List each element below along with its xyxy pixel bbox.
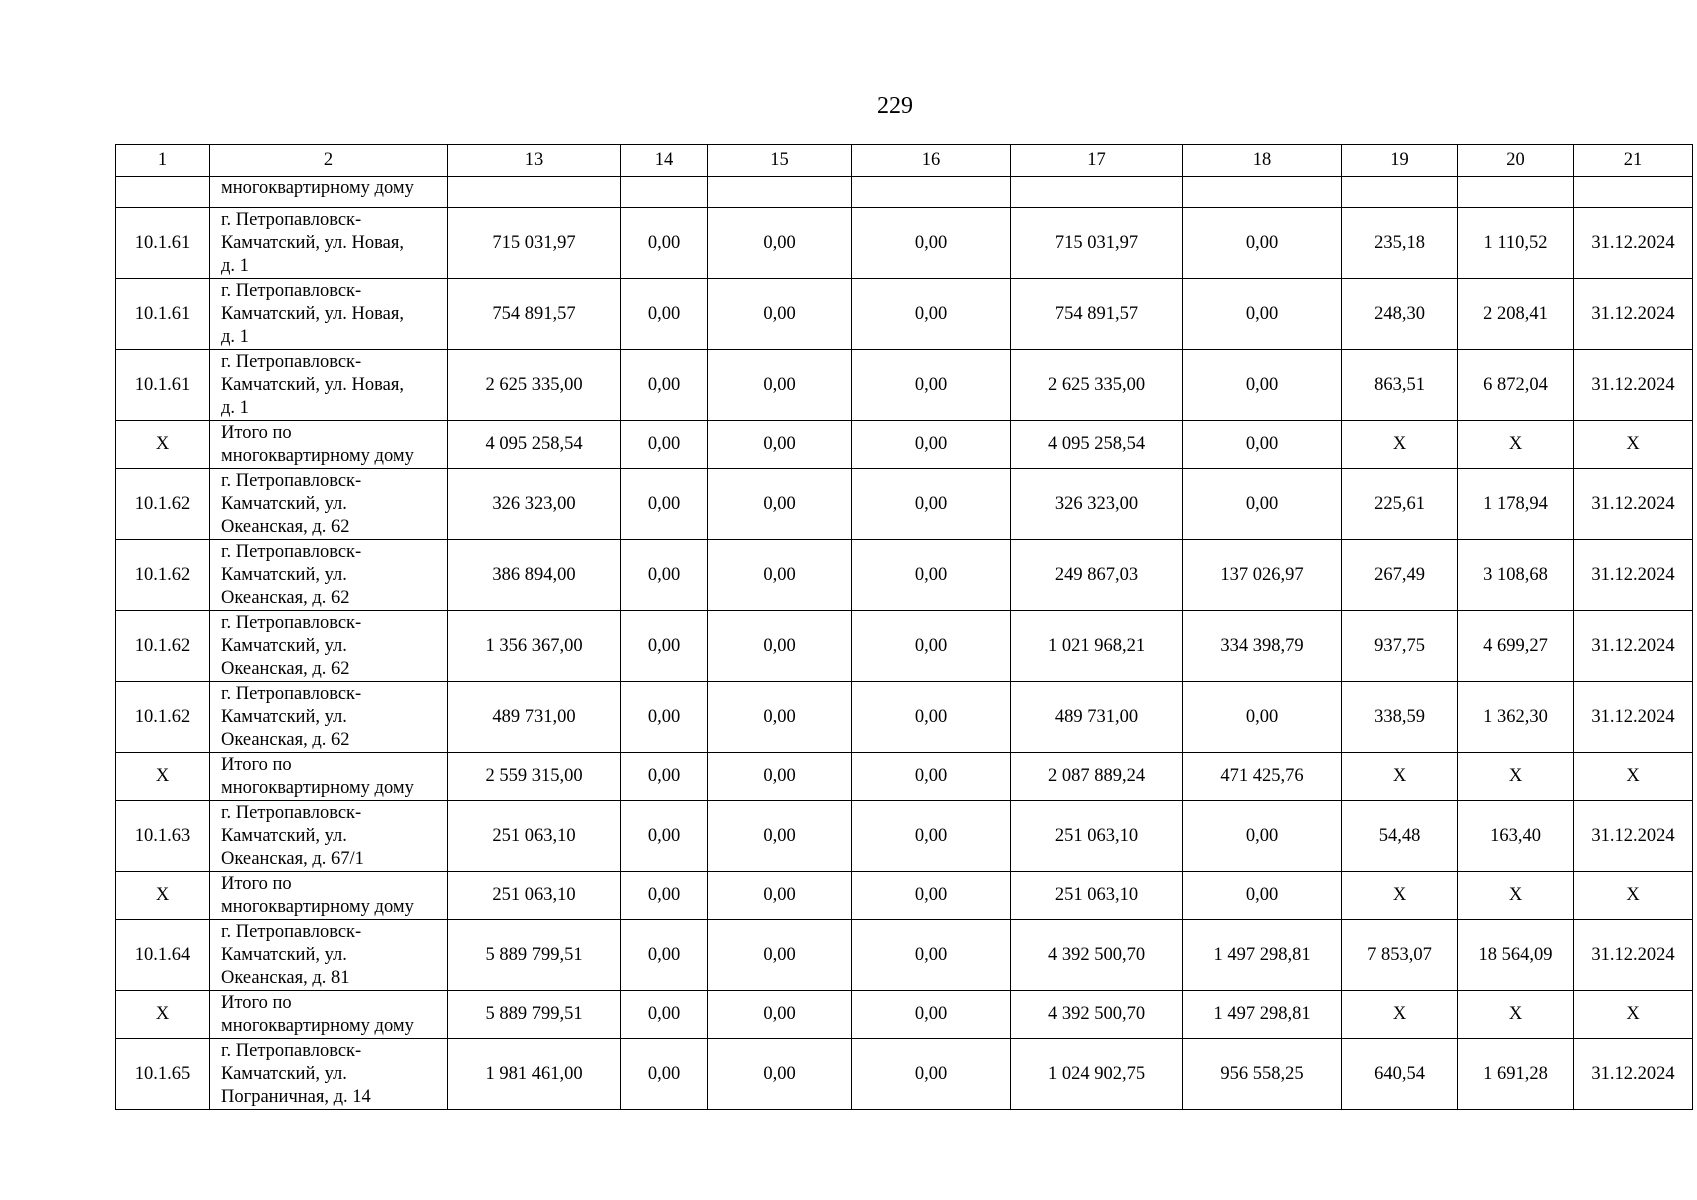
header-cell: 20 [1458, 145, 1574, 177]
value-cell-21: 31.12.2024 [1574, 540, 1693, 611]
value-cell-20: 2 208,41 [1458, 279, 1574, 350]
table-cell [1342, 177, 1458, 208]
value-cell-18: 0,00 [1183, 208, 1342, 279]
value-cell-21: 31.12.2024 [1574, 682, 1693, 753]
value-cell-16: 0,00 [852, 753, 1011, 801]
address-line: Итого по [221, 754, 292, 775]
value-cell-14: 0,00 [621, 801, 708, 872]
value-cell-20: X [1458, 421, 1574, 469]
value-cell-20: 163,40 [1458, 801, 1574, 872]
address-line: Камчатский, ул. Новая, [221, 374, 404, 395]
page-number: 229 [877, 93, 913, 119]
address-line: г. Петропавловск- [221, 802, 362, 823]
total-row [116, 991, 1693, 1039]
value-cell-21: 31.12.2024 [1574, 920, 1693, 991]
address-cell [210, 920, 448, 991]
header-cell: 2 [210, 145, 448, 177]
value-cell-21: 31.12.2024 [1574, 469, 1693, 540]
table-row [116, 682, 1693, 753]
address-line: Камчатский, ул. [221, 564, 347, 585]
row-number-cell: X [116, 991, 210, 1039]
value-cell-14: 0,00 [621, 991, 708, 1039]
address-line: Камчатский, ул. [221, 706, 347, 727]
address-line: Камчатский, ул. [221, 493, 347, 514]
value-cell-19: X [1342, 753, 1458, 801]
header-cell: 17 [1011, 145, 1183, 177]
row-number-cell: 10.1.61 [116, 208, 210, 279]
value-cell-17: 326 323,00 [1011, 469, 1183, 540]
value-cell-15: 0,00 [708, 611, 852, 682]
address-cell [210, 753, 448, 801]
value-cell-13: 1 981 461,00 [448, 1039, 621, 1110]
value-cell-15: 0,00 [708, 469, 852, 540]
address-line: г. Петропавловск- [221, 612, 362, 633]
address-line: Океанская, д. 67/1 [221, 848, 364, 869]
table-body [116, 145, 1693, 1110]
value-cell-15: 0,00 [708, 682, 852, 753]
value-cell-14: 0,00 [621, 1039, 708, 1110]
value-cell-18: 0,00 [1183, 682, 1342, 753]
value-cell-20: 1 362,30 [1458, 682, 1574, 753]
value-cell-19: 937,75 [1342, 611, 1458, 682]
value-cell-17: 1 021 968,21 [1011, 611, 1183, 682]
value-cell-20: 1 110,52 [1458, 208, 1574, 279]
value-cell-13: 1 356 367,00 [448, 611, 621, 682]
value-cell-13: 489 731,00 [448, 682, 621, 753]
address-line: многоквартирному дому [221, 445, 414, 466]
address-cell [210, 279, 448, 350]
row-number-cell: X [116, 421, 210, 469]
address-line: г. Петропавловск- [221, 921, 362, 942]
row-number-cell: 10.1.61 [116, 279, 210, 350]
value-cell-13: 754 891,57 [448, 279, 621, 350]
value-cell-16: 0,00 [852, 350, 1011, 421]
value-cell-19: 225,61 [1342, 469, 1458, 540]
value-cell-18: 0,00 [1183, 279, 1342, 350]
value-cell-19: X [1342, 872, 1458, 920]
address-cell [210, 469, 448, 540]
value-cell-20: 1 178,94 [1458, 469, 1574, 540]
continuation-text: многоквартирному дому [210, 177, 448, 208]
value-cell-18: 956 558,25 [1183, 1039, 1342, 1110]
value-cell-15: 0,00 [708, 991, 852, 1039]
value-cell-18: 0,00 [1183, 350, 1342, 421]
value-cell-21: X [1574, 421, 1693, 469]
value-cell-14: 0,00 [621, 611, 708, 682]
value-cell-16: 0,00 [852, 611, 1011, 682]
value-cell-13: 386 894,00 [448, 540, 621, 611]
table-row [116, 611, 1693, 682]
address-line: г. Петропавловск- [221, 683, 362, 704]
address-line: Океанская, д. 62 [221, 516, 350, 537]
value-cell-21: X [1574, 872, 1693, 920]
value-cell-17: 4 392 500,70 [1011, 991, 1183, 1039]
value-cell-16: 0,00 [852, 1039, 1011, 1110]
value-cell-18: 0,00 [1183, 872, 1342, 920]
table-row [116, 801, 1693, 872]
header-cell: 15 [708, 145, 852, 177]
value-cell-14: 0,00 [621, 753, 708, 801]
value-cell-18: 0,00 [1183, 801, 1342, 872]
value-cell-19: 863,51 [1342, 350, 1458, 421]
value-cell-21: 31.12.2024 [1574, 208, 1693, 279]
value-cell-14: 0,00 [621, 920, 708, 991]
value-cell-17: 251 063,10 [1011, 801, 1183, 872]
address-line: Океанская, д. 81 [221, 967, 350, 988]
value-cell-20: 3 108,68 [1458, 540, 1574, 611]
value-cell-13: 4 095 258,54 [448, 421, 621, 469]
value-cell-17: 2 087 889,24 [1011, 753, 1183, 801]
address-line: Камчатский, ул. [221, 1063, 347, 1084]
value-cell-18: 0,00 [1183, 421, 1342, 469]
value-cell-17: 2 625 335,00 [1011, 350, 1183, 421]
row-number-cell: 10.1.64 [116, 920, 210, 991]
address-line: Камчатский, ул. Новая, [221, 303, 404, 324]
value-cell-15: 0,00 [708, 350, 852, 421]
value-cell-18: 1 497 298,81 [1183, 920, 1342, 991]
value-cell-15: 0,00 [708, 801, 852, 872]
value-cell-15: 0,00 [708, 872, 852, 920]
value-cell-14: 0,00 [621, 872, 708, 920]
value-cell-14: 0,00 [621, 540, 708, 611]
address-line: Океанская, д. 62 [221, 729, 350, 750]
value-cell-13: 251 063,10 [448, 872, 621, 920]
value-cell-16: 0,00 [852, 540, 1011, 611]
value-cell-16: 0,00 [852, 801, 1011, 872]
table-cell [621, 177, 708, 208]
table-row [116, 920, 1693, 991]
value-cell-14: 0,00 [621, 421, 708, 469]
table-row [116, 279, 1693, 350]
table-cell [1458, 177, 1574, 208]
row-number-cell: 10.1.62 [116, 540, 210, 611]
value-cell-21: 31.12.2024 [1574, 350, 1693, 421]
table-row [116, 350, 1693, 421]
address-line: Камчатский, ул. [221, 944, 347, 965]
value-cell-19: 248,30 [1342, 279, 1458, 350]
value-cell-15: 0,00 [708, 421, 852, 469]
value-cell-21: 31.12.2024 [1574, 279, 1693, 350]
table-cell [1574, 177, 1693, 208]
address-line: д. 1 [221, 397, 249, 418]
header-cell: 1 [116, 145, 210, 177]
row-number-cell: 10.1.62 [116, 611, 210, 682]
value-cell-20: 1 691,28 [1458, 1039, 1574, 1110]
value-cell-20: X [1458, 872, 1574, 920]
total-row [116, 872, 1693, 920]
value-cell-16: 0,00 [852, 991, 1011, 1039]
value-cell-17: 4 392 500,70 [1011, 920, 1183, 991]
address-line: д. 1 [221, 326, 249, 347]
value-cell-17: 4 095 258,54 [1011, 421, 1183, 469]
value-cell-19: 267,49 [1342, 540, 1458, 611]
row-number-cell: 10.1.63 [116, 801, 210, 872]
value-cell-16: 0,00 [852, 920, 1011, 991]
address-line: Итого по [221, 873, 292, 894]
table-row [116, 469, 1693, 540]
total-row [116, 753, 1693, 801]
address-line: многоквартирному дому [221, 1015, 414, 1036]
address-cell [210, 208, 448, 279]
address-line: Камчатский, ул. Новая, [221, 232, 404, 253]
table-cell [116, 177, 210, 208]
value-cell-15: 0,00 [708, 920, 852, 991]
value-cell-15: 0,00 [708, 279, 852, 350]
value-cell-16: 0,00 [852, 279, 1011, 350]
value-cell-19: X [1342, 991, 1458, 1039]
header-cell: 19 [1342, 145, 1458, 177]
address-cell [210, 540, 448, 611]
address-line: г. Петропавловск- [221, 209, 362, 230]
address-cell [210, 991, 448, 1039]
value-cell-20: 6 872,04 [1458, 350, 1574, 421]
value-cell-15: 0,00 [708, 540, 852, 611]
table-cell [1011, 177, 1183, 208]
address-line: Пограничная, д. 14 [221, 1086, 371, 1107]
value-cell-19: 338,59 [1342, 682, 1458, 753]
value-cell-21: 31.12.2024 [1574, 611, 1693, 682]
value-cell-18: 0,00 [1183, 469, 1342, 540]
value-cell-17: 1 024 902,75 [1011, 1039, 1183, 1110]
address-cell [210, 872, 448, 920]
value-cell-17: 489 731,00 [1011, 682, 1183, 753]
value-cell-13: 5 889 799,51 [448, 920, 621, 991]
value-cell-13: 715 031,97 [448, 208, 621, 279]
address-line: г. Петропавловск- [221, 280, 362, 301]
header-cell: 14 [621, 145, 708, 177]
header-row [116, 145, 1693, 177]
value-cell-13: 2 559 315,00 [448, 753, 621, 801]
value-cell-18: 471 425,76 [1183, 753, 1342, 801]
value-cell-13: 251 063,10 [448, 801, 621, 872]
table-row [116, 540, 1693, 611]
address-line: многоквартирному дому [221, 777, 414, 798]
value-cell-19: 235,18 [1342, 208, 1458, 279]
row-number-cell: X [116, 753, 210, 801]
address-line: Итого по [221, 422, 292, 443]
table-cell [1183, 177, 1342, 208]
address-line: г. Петропавловск- [221, 351, 362, 372]
value-cell-20: 4 699,27 [1458, 611, 1574, 682]
value-cell-16: 0,00 [852, 469, 1011, 540]
value-cell-20: 18 564,09 [1458, 920, 1574, 991]
address-cell [210, 1039, 448, 1110]
table-cell [708, 177, 852, 208]
value-cell-13: 2 625 335,00 [448, 350, 621, 421]
address-line: многоквартирному дому [221, 896, 414, 917]
value-cell-15: 0,00 [708, 1039, 852, 1110]
address-line: Камчатский, ул. [221, 635, 347, 656]
address-line: Океанская, д. 62 [221, 658, 350, 679]
row-number-cell: 10.1.62 [116, 682, 210, 753]
total-row [116, 421, 1693, 469]
table-row [116, 208, 1693, 279]
value-cell-18: 137 026,97 [1183, 540, 1342, 611]
address-line: д. 1 [221, 255, 249, 276]
table-cell [852, 177, 1011, 208]
value-cell-16: 0,00 [852, 208, 1011, 279]
address-line: г. Петропавловск- [221, 470, 362, 491]
value-cell-19: 54,48 [1342, 801, 1458, 872]
address-line: г. Петропавловск- [221, 541, 362, 562]
address-cell [210, 801, 448, 872]
table-cell [448, 177, 621, 208]
value-cell-15: 0,00 [708, 753, 852, 801]
value-cell-16: 0,00 [852, 682, 1011, 753]
address-line: Океанская, д. 62 [221, 587, 350, 608]
address-cell [210, 421, 448, 469]
value-cell-21: X [1574, 991, 1693, 1039]
value-cell-14: 0,00 [621, 350, 708, 421]
value-cell-13: 326 323,00 [448, 469, 621, 540]
table-row [116, 1039, 1693, 1110]
continuation-row [116, 177, 1693, 208]
value-cell-14: 0,00 [621, 208, 708, 279]
value-cell-14: 0,00 [621, 682, 708, 753]
row-number-cell: X [116, 872, 210, 920]
row-number-cell: 10.1.65 [116, 1039, 210, 1110]
value-cell-14: 0,00 [621, 279, 708, 350]
value-cell-18: 334 398,79 [1183, 611, 1342, 682]
row-number-cell: 10.1.62 [116, 469, 210, 540]
value-cell-17: 754 891,57 [1011, 279, 1183, 350]
header-cell: 18 [1183, 145, 1342, 177]
row-number-cell: 10.1.61 [116, 350, 210, 421]
address-cell [210, 350, 448, 421]
value-cell-19: 7 853,07 [1342, 920, 1458, 991]
value-cell-21: 31.12.2024 [1574, 1039, 1693, 1110]
header-cell: 13 [448, 145, 621, 177]
address-line: Итого по [221, 992, 292, 1013]
value-cell-17: 251 063,10 [1011, 872, 1183, 920]
address-cell [210, 611, 448, 682]
value-cell-13: 5 889 799,51 [448, 991, 621, 1039]
header-cell: 21 [1574, 145, 1693, 177]
data-table [115, 144, 1693, 1110]
value-cell-17: 715 031,97 [1011, 208, 1183, 279]
address-cell [210, 682, 448, 753]
value-cell-21: X [1574, 753, 1693, 801]
header-cell: 16 [852, 145, 1011, 177]
value-cell-15: 0,00 [708, 208, 852, 279]
address-line: г. Петропавловск- [221, 1040, 362, 1061]
address-line: Камчатский, ул. [221, 825, 347, 846]
value-cell-16: 0,00 [852, 421, 1011, 469]
value-cell-17: 249 867,03 [1011, 540, 1183, 611]
value-cell-18: 1 497 298,81 [1183, 991, 1342, 1039]
value-cell-19: 640,54 [1342, 1039, 1458, 1110]
value-cell-20: X [1458, 753, 1574, 801]
value-cell-20: X [1458, 991, 1574, 1039]
value-cell-21: 31.12.2024 [1574, 801, 1693, 872]
value-cell-14: 0,00 [621, 469, 708, 540]
value-cell-16: 0,00 [852, 872, 1011, 920]
value-cell-19: X [1342, 421, 1458, 469]
